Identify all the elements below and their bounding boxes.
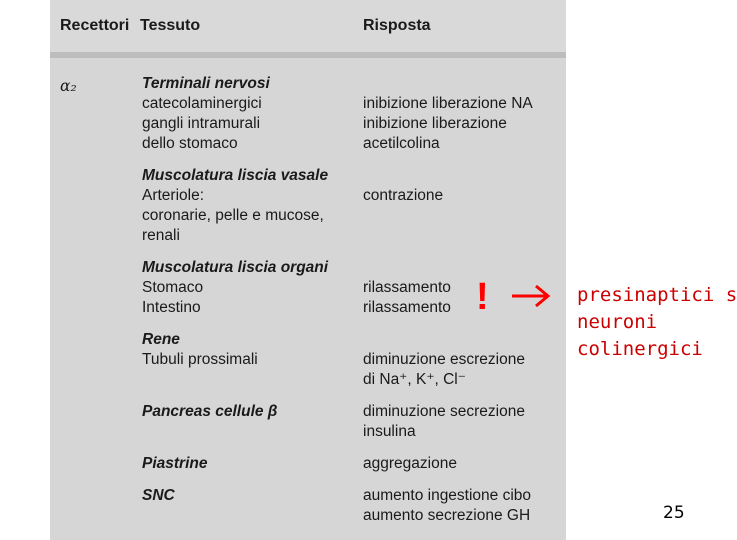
tissue-head: Terminali nervosi xyxy=(142,75,270,92)
tissue-head: Rene xyxy=(142,331,180,348)
tissue-line: gangli intramurali xyxy=(142,115,261,132)
response-line: aumento ingestione cibo xyxy=(363,487,532,504)
response-line: di Na⁺, K⁺, Cl⁻ xyxy=(363,371,466,388)
response-line: inibizione liberazione NA xyxy=(363,95,533,112)
tissue-head: Pancreas cellule β xyxy=(142,403,278,420)
receptor-alpha2: α₂ xyxy=(60,77,77,95)
tissue-line: coronarie, pelle e mucose, xyxy=(142,207,324,224)
response-line: aumento secrezione GH xyxy=(363,507,531,524)
tissue-line: Stomaco xyxy=(142,279,204,296)
tissue-head: SNC xyxy=(142,487,175,504)
response-line: contrazione xyxy=(363,187,444,204)
header-tissue: Tessuto xyxy=(140,17,201,34)
header-response: Risposta xyxy=(363,17,431,34)
response-line: rilassamento xyxy=(363,299,451,316)
tissue-head: Muscolatura liscia organi xyxy=(142,259,329,276)
response-line: diminuzione escrezione xyxy=(363,351,525,368)
response-line: acetilcolina xyxy=(363,135,440,152)
tissue-line: Arteriole: xyxy=(142,187,205,204)
tissue-head: Piastrine xyxy=(142,455,208,472)
table-header xyxy=(50,0,566,52)
tissue-line: Tubuli prossimali xyxy=(142,351,258,368)
exclamation-mark: ! xyxy=(476,276,489,318)
tissue-line: renali xyxy=(142,227,180,244)
header-receptors: Recettori xyxy=(60,17,130,34)
response-line: diminuzione secrezione xyxy=(363,403,525,420)
tissue-line: catecolaminergici xyxy=(142,95,262,112)
tissue-line: Intestino xyxy=(142,299,201,316)
response-line: insulina xyxy=(363,423,416,440)
response-line: aggregazione xyxy=(363,455,457,472)
presynaptic-note: presinaptici s neuroni colinergici xyxy=(577,284,737,360)
response-line: rilassamento xyxy=(363,279,451,296)
page-number: 25 xyxy=(663,503,685,523)
scanned-table xyxy=(50,0,566,540)
tissue-head: Muscolatura liscia vasale xyxy=(142,167,329,184)
right-arrow-icon xyxy=(510,282,554,315)
response-line: inibizione liberazione xyxy=(363,115,507,132)
tissue-line: dello stomaco xyxy=(142,135,238,152)
